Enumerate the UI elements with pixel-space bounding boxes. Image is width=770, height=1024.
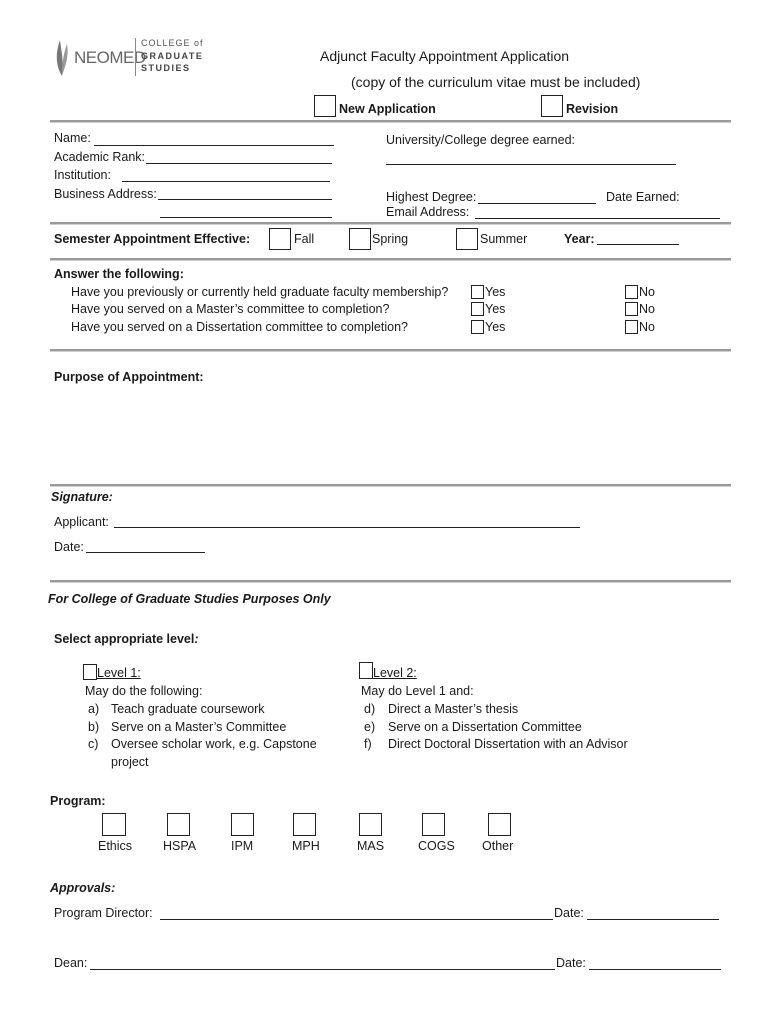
divider xyxy=(50,349,731,352)
program-ipm-label: IPM xyxy=(231,839,254,853)
level-1-item-c: Oversee scholar work, e.g. Capstone xyxy=(111,737,317,751)
email-label: Email Address: xyxy=(386,205,470,219)
question-2-yes-label: Yes xyxy=(485,302,506,316)
question-2-text: Have you served on a Master’s committee to completion? xyxy=(71,302,390,316)
spring-label: Spring xyxy=(372,232,409,246)
logo-college: COLLEGE of xyxy=(141,38,204,48)
new-application-label: New Application xyxy=(339,102,436,116)
program-hspa-checkbox[interactable] xyxy=(167,813,190,836)
academic-rank-label: Academic Rank: xyxy=(54,150,146,164)
question-1-text: Have you previously or currently held graduate faculty membership? xyxy=(71,285,449,299)
summer-label: Summer xyxy=(480,232,528,246)
highest-degree-field[interactable] xyxy=(478,203,596,204)
program-ethics-checkbox[interactable] xyxy=(102,813,126,836)
logo-graduate: GRADUATE xyxy=(141,51,204,61)
date-earned-label: Date Earned: xyxy=(606,190,680,204)
dean-date-field[interactable] xyxy=(589,969,721,970)
program-mph-checkbox[interactable] xyxy=(293,813,316,836)
spring-checkbox[interactable] xyxy=(349,228,371,250)
program-mas-label: MAS xyxy=(357,839,385,853)
name-field[interactable] xyxy=(94,145,334,146)
dean-label: Dean: xyxy=(54,956,88,970)
logo-studies: STUDIES xyxy=(141,63,191,73)
level-1-item-a: Teach graduate coursework xyxy=(111,702,265,716)
approvals-heading: Approvals: xyxy=(50,881,116,895)
leaf-icon xyxy=(52,36,72,78)
year-field[interactable] xyxy=(597,244,679,245)
level-1-item-c-continuation: project xyxy=(111,755,149,769)
dean-date-label: Date: xyxy=(556,956,586,970)
question-2-no-checkbox[interactable] xyxy=(625,302,638,316)
divider xyxy=(50,580,731,583)
level-2-item-e: Serve on a Dissertation Committee xyxy=(388,720,582,734)
level-2-item-e-marker: e) xyxy=(364,720,376,734)
program-other-checkbox[interactable] xyxy=(488,813,511,836)
program-label: Program: xyxy=(50,794,106,808)
divider xyxy=(50,120,731,123)
select-level-colon: : xyxy=(194,632,199,646)
signature-date-field[interactable] xyxy=(86,552,205,553)
semester-label: Semester Appointment Effective: xyxy=(54,232,251,246)
program-director-date-label: Date: xyxy=(554,906,584,920)
program-cogs-label: COGS xyxy=(418,839,455,853)
program-ethics-label: Ethics xyxy=(98,839,133,853)
level-2-item-d-marker: d) xyxy=(364,702,376,716)
institution-label: Institution: xyxy=(54,168,111,182)
level-1-title: Level 1: xyxy=(97,666,141,680)
fall-checkbox[interactable] xyxy=(269,228,291,250)
email-field[interactable] xyxy=(475,218,720,219)
divider xyxy=(50,258,731,261)
new-application-checkbox[interactable] xyxy=(314,95,336,117)
fall-label: Fall xyxy=(294,232,315,246)
program-ipm-checkbox[interactable] xyxy=(231,813,254,836)
business-address-label: Business Address: xyxy=(54,187,157,201)
form-subtitle: (copy of the curriculum vitae must be included) xyxy=(351,74,641,90)
question-3-no-label: No xyxy=(639,320,655,334)
program-other-label: Other xyxy=(482,839,514,853)
level-2-title: Level 2: xyxy=(373,666,417,680)
level-1-intro: May do the following: xyxy=(85,684,203,698)
select-level-label: Select appropriate level xyxy=(54,632,195,646)
logo-name: NEOMED xyxy=(74,48,146,67)
level-1-checkbox[interactable] xyxy=(83,664,97,680)
neomed-logo xyxy=(52,36,202,80)
form-title: Adjunct Faculty Appointment Application xyxy=(320,48,570,64)
business-address-field-2[interactable] xyxy=(160,217,332,218)
signature-heading: Signature: xyxy=(51,490,113,504)
degree-earned-field[interactable] xyxy=(386,164,676,165)
program-director-field[interactable] xyxy=(160,919,553,920)
highest-degree-label: Highest Degree: xyxy=(386,190,477,204)
level-1-item-a-marker: a) xyxy=(88,702,100,716)
program-mas-checkbox[interactable] xyxy=(359,813,382,836)
questions-heading: Answer the following: xyxy=(54,267,184,281)
question-2-no-label: No xyxy=(639,302,655,316)
question-1-yes-checkbox[interactable] xyxy=(471,285,484,299)
name-label: Name: xyxy=(54,131,91,145)
summer-checkbox[interactable] xyxy=(456,228,478,250)
level-2-item-f-marker: f) xyxy=(364,737,372,751)
question-2-yes-checkbox[interactable] xyxy=(471,302,484,316)
level-1-item-b-marker: b) xyxy=(88,720,100,734)
program-director-date-field[interactable] xyxy=(587,919,719,920)
select-level-heading xyxy=(54,632,199,646)
level-1-item-c-marker: c) xyxy=(88,737,99,751)
question-3-yes-checkbox[interactable] xyxy=(471,320,484,334)
question-1-no-checkbox[interactable] xyxy=(625,285,638,299)
institution-field[interactable] xyxy=(122,181,330,182)
level-2-intro: May do Level 1 and: xyxy=(361,684,474,698)
office-use-heading: For College of Graduate Studies Purposes Only xyxy=(48,592,331,606)
program-cogs-checkbox[interactable] xyxy=(422,813,445,836)
question-1-yes-label: Yes xyxy=(485,285,506,299)
purpose-label: Purpose of Appointment: xyxy=(54,370,204,384)
purpose-text-area[interactable] xyxy=(54,390,730,480)
level-1-item-b: Serve on a Master’s Committee xyxy=(111,720,287,734)
level-2-checkbox[interactable] xyxy=(359,662,373,679)
signature-date-label: Date: xyxy=(54,540,84,554)
program-mph-label: MPH xyxy=(292,839,320,853)
academic-rank-field[interactable] xyxy=(146,163,332,164)
level-2-item-f: Direct Doctoral Dissertation with an Advisor xyxy=(388,737,628,751)
applicant-signature-field[interactable] xyxy=(114,527,580,528)
revision-checkbox[interactable] xyxy=(541,95,563,117)
divider xyxy=(50,222,731,225)
question-3-yes-label: Yes xyxy=(485,320,506,334)
degree-earned-label: University/College degree earned: xyxy=(386,133,575,147)
year-label: Year: xyxy=(564,232,595,246)
dean-field[interactable] xyxy=(90,969,555,970)
revision-label: Revision xyxy=(566,102,619,116)
level-2-item-d: Direct a Master’s thesis xyxy=(388,702,519,716)
business-address-field[interactable] xyxy=(158,199,332,200)
question-3-text: Have you served on a Dissertation committee to completion? xyxy=(71,320,408,334)
question-3-no-checkbox[interactable] xyxy=(625,320,638,334)
applicant-signature-label: Applicant: xyxy=(54,515,109,529)
program-director-label: Program Director: xyxy=(54,906,153,920)
question-1-no-label: No xyxy=(639,285,655,299)
divider xyxy=(50,484,731,487)
program-hspa-label: HSPA xyxy=(163,839,197,853)
